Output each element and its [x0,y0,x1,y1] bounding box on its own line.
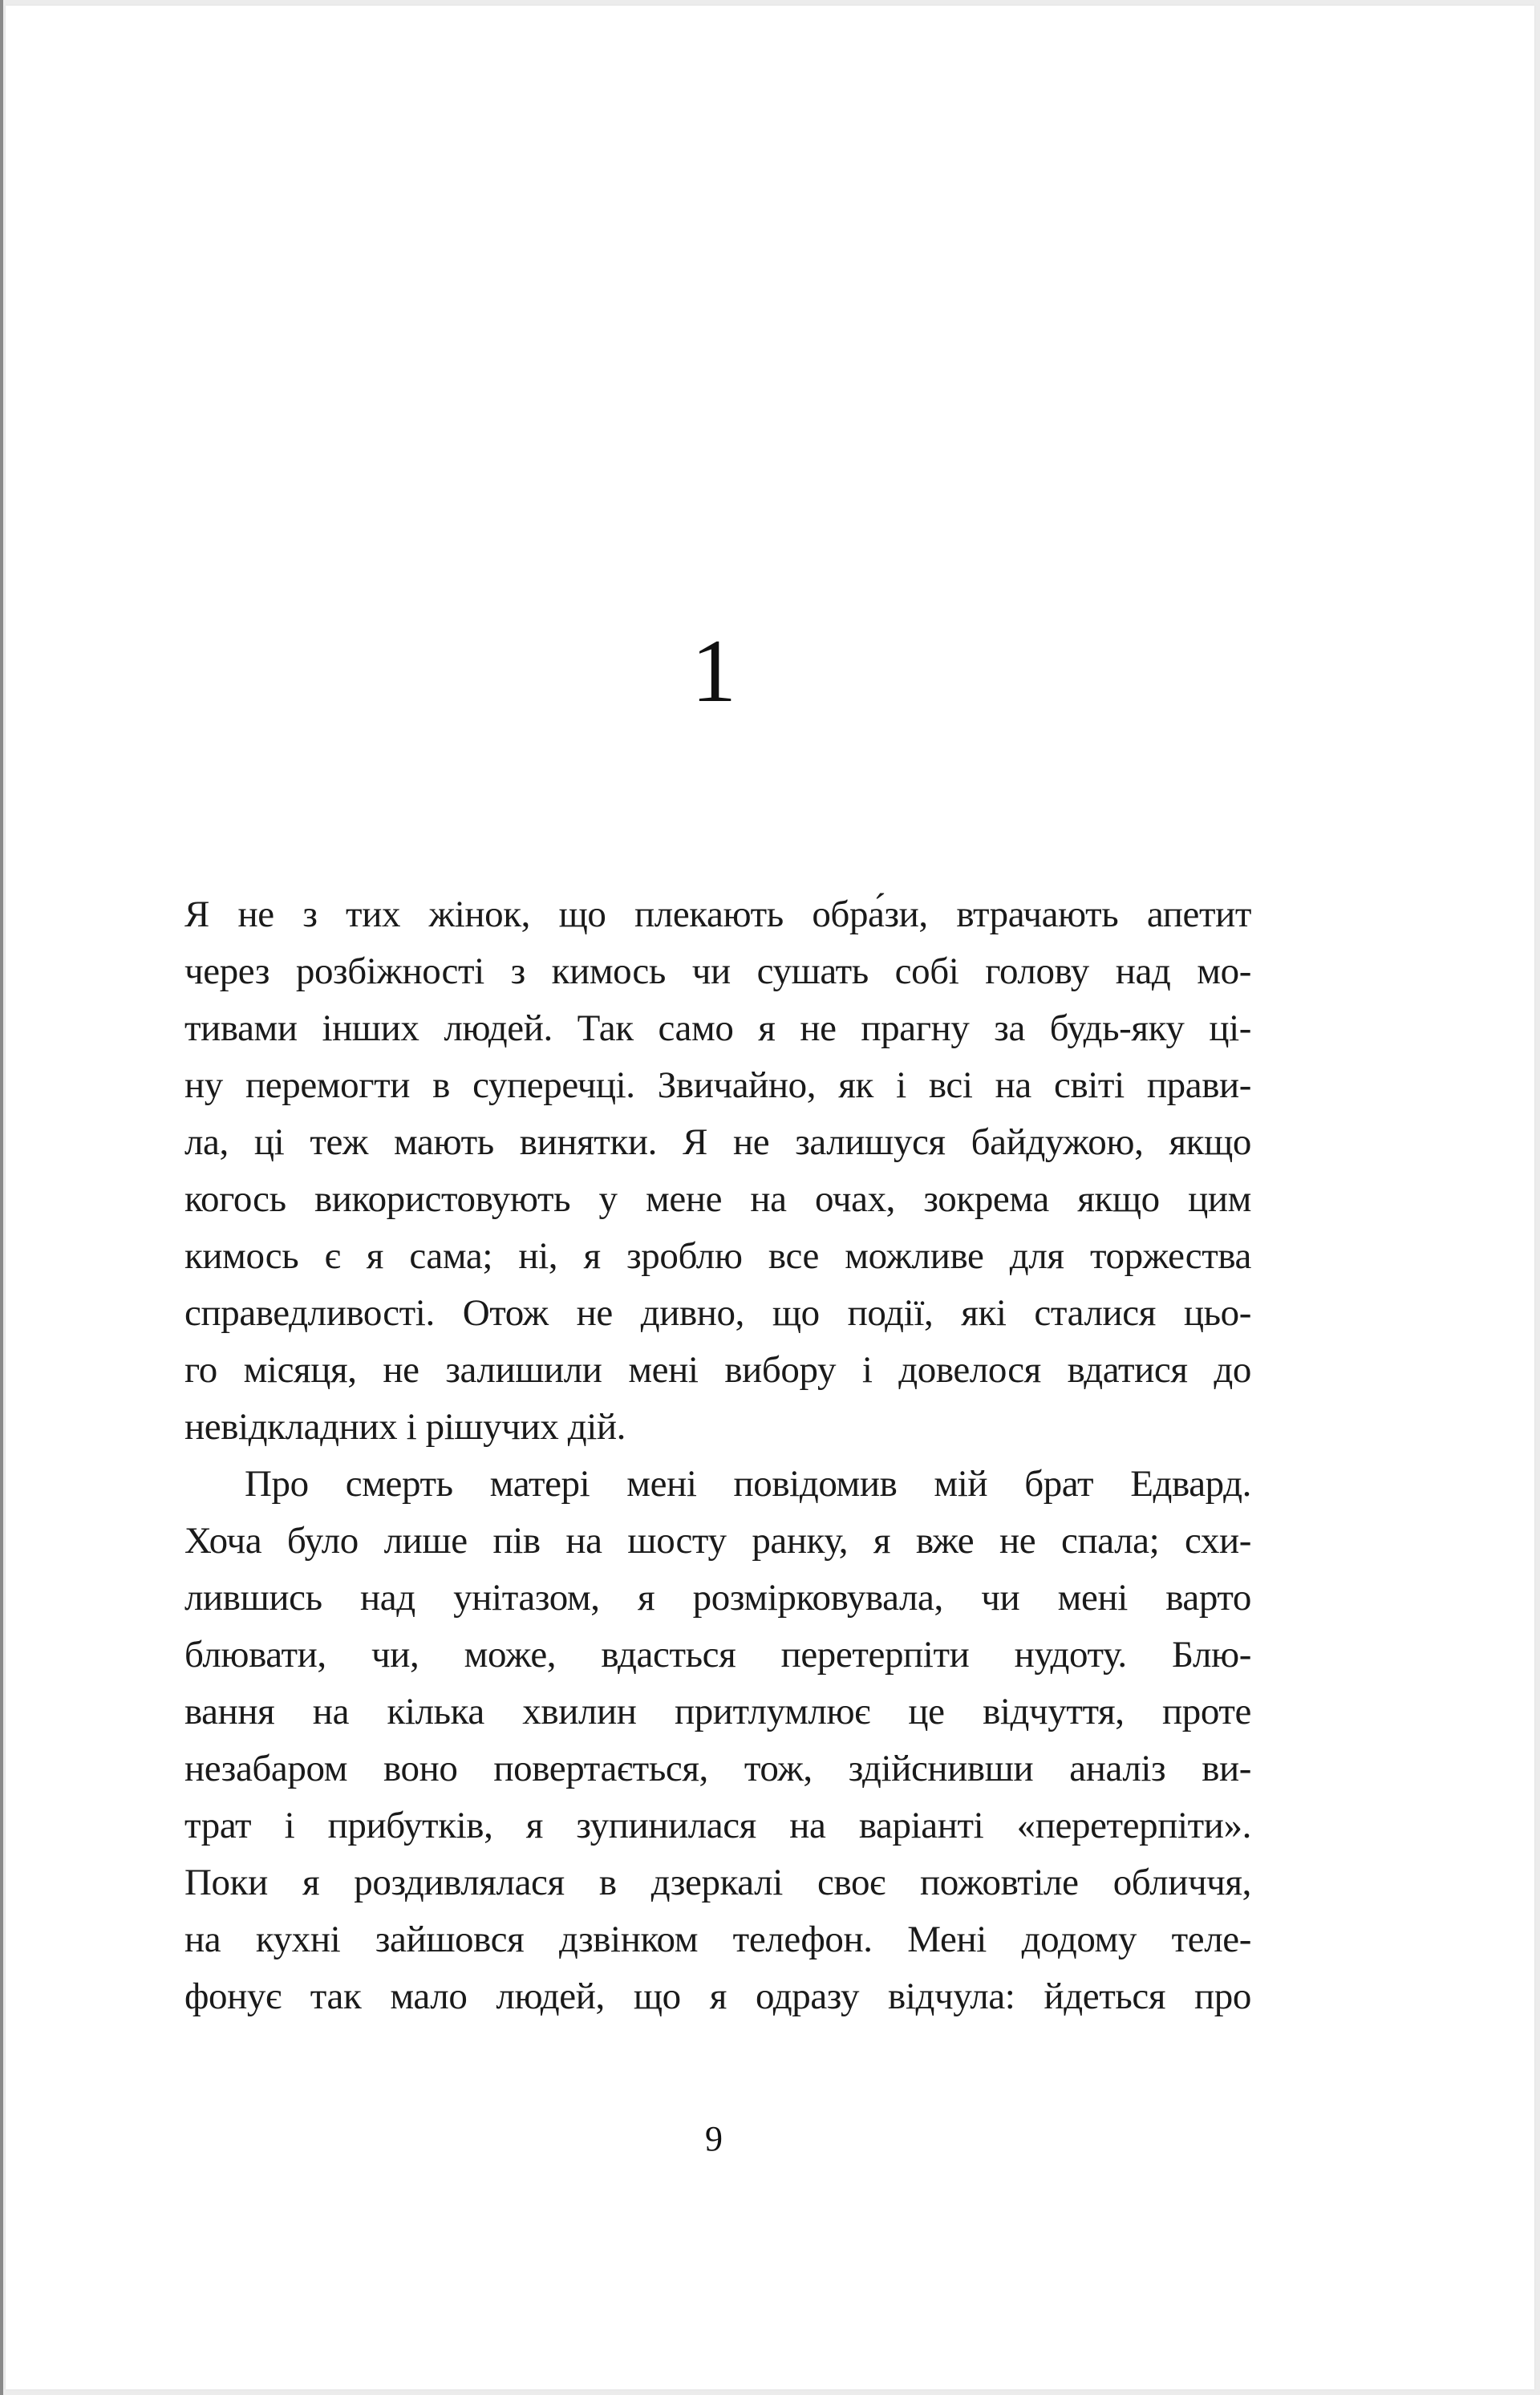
text-line: ла, ці теж мають винятки. Я не залишуся байдужою, якщо [184,1121,1251,1163]
paragraph [184,886,1251,1456]
paragraph [184,1456,1251,2025]
text-line: вання на кілька хвилин притлумлює це відчуття, проте [184,1691,1251,1732]
text-line: блювати, чи, може, вдасться перетерпіти нудоту. Блю- [184,1634,1251,1676]
text-line: го місяця, не залишили мені вибору і довелося вдатися до [184,1349,1251,1391]
text-line: ну перемогти в суперечці. Звичайно, як і всі на світі прави- [184,1064,1251,1106]
text-line: кимось є я сама; ні, я зроблю все можливе для торжества [184,1235,1251,1277]
viewer-edge-strip [0,0,3,2395]
text-line: справедливості. Отож не дивно, що події, які сталися цьо- [184,1292,1251,1334]
text-line: лившись над унітазом, я розмірковувала, чи мені варто [184,1577,1251,1619]
text-line: Поки я роздивлялася в дзеркалі своє пожовтіле обличчя, [184,1862,1251,1903]
chapter-number: 1 [691,622,736,721]
book-page [6,6,1534,2389]
page-number: 9 [705,2119,723,2158]
text-line: тивами інших людей. Так само я не прагну за будь-яку ці- [184,1007,1251,1049]
text-line: фонує так мало людей, що я одразу відчула: йдеться про [184,1976,1251,2017]
text-line: Хоча було лише пів на шосту ранку, я вже не спала; схи- [184,1520,1251,1562]
text-line: Про смерть матері мені повідомив мій брат Едвард. [245,1463,1251,1505]
text-line: Я не з тих жінок, що плекають обра́зи, втрачають апетит [184,894,1251,935]
text-line: невідкладних і рішучих дій. [184,1406,626,1448]
text-line: через розбіжності з кимось чи сушать собі голову над мо- [184,950,1251,992]
text-line: трат і прибутків, я зупинилася на варіанті «перетерпіти». [184,1805,1251,1846]
body-text [184,886,1251,2025]
text-line: когось використовують у мене на очах, зокрема якщо цим [184,1178,1251,1220]
text-line: на кухні зайшовся дзвінком телефон. Мені додому теле- [184,1919,1251,1960]
text-line: незабаром воно повертається, тож, здійснивши аналіз ви- [184,1748,1251,1789]
